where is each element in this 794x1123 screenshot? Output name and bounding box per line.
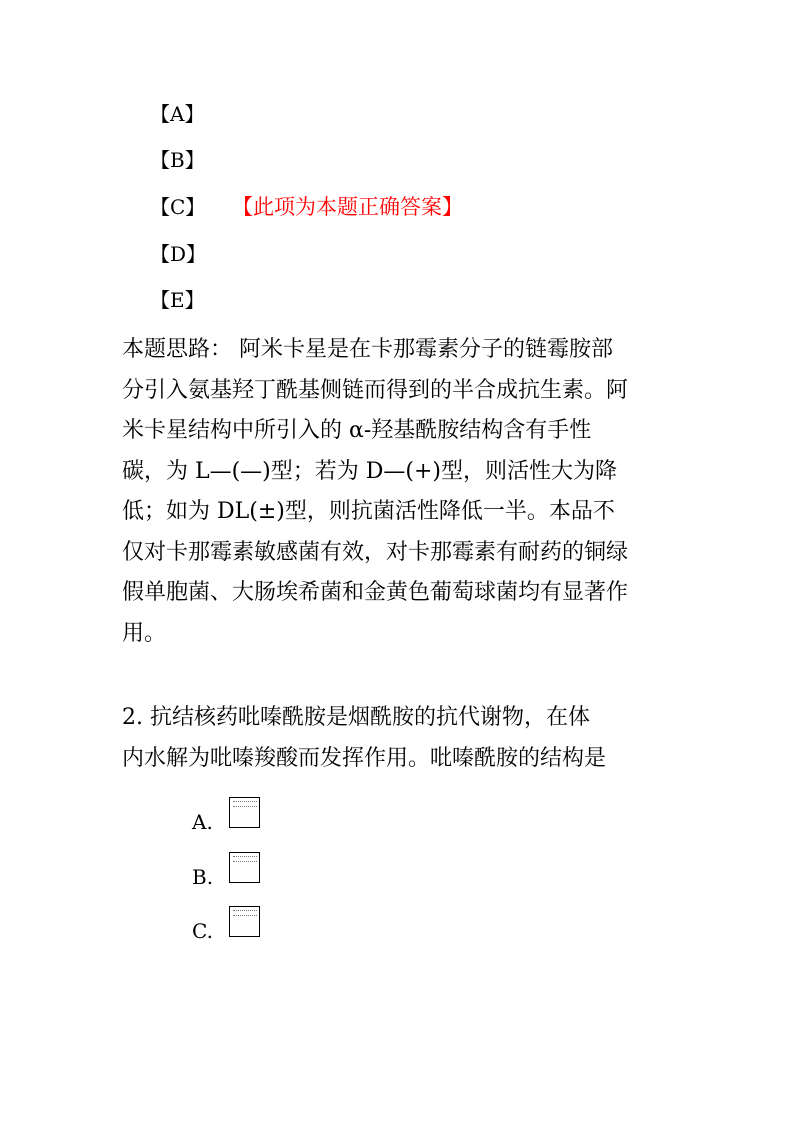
explanation-line: 分引入氨基羟丁酰基侧链而得到的半合成抗生素。阿: [122, 377, 629, 403]
structure-image-a[interactable]: [229, 797, 260, 828]
explanation-line: 仅对卡那霉素敏感菌有效，对卡那霉素有耐药的铜绿: [122, 539, 629, 565]
explanation-line: 米卡星结构中所引入的 α-羟基酰胺结构含有手性: [122, 418, 592, 443]
correct-answer-note: 【此项为本题正确答案】: [232, 195, 463, 219]
choice-a-label[interactable]: A.: [192, 810, 213, 834]
explanation-line: 用。: [122, 620, 167, 646]
structure-image-c[interactable]: [229, 906, 260, 937]
option-d[interactable]: 【D】: [150, 242, 207, 266]
option-c[interactable]: 【C】: [150, 195, 206, 219]
choice-b-label[interactable]: B.: [192, 865, 214, 889]
option-b[interactable]: 【B】: [150, 148, 205, 172]
question-line: 内水解为吡嗪羧酸而发挥作用。吡嗪酰胺的结构是: [122, 745, 607, 771]
explanation-line: 假单胞菌、大肠埃希菌和金黄色葡萄球菌均有显著作: [122, 580, 629, 605]
structure-image-b[interactable]: [229, 852, 260, 883]
option-e[interactable]: 【E】: [150, 288, 205, 312]
question-2-stem: [122, 698, 682, 779]
option-a[interactable]: 【A】: [150, 102, 205, 126]
explanation-paragraph: [122, 330, 682, 654]
choice-c-label[interactable]: C.: [192, 919, 213, 943]
question-line: 2. 抗结核药吡嗪酰胺是烟酰胺的抗代谢物，在体: [122, 705, 590, 730]
explanation-line: 本题思路： 阿米卡星是在卡那霉素分子的链霉胺部: [122, 337, 613, 362]
explanation-line: 低；如为 DL(±)型，则抗菌活性降低一半。本品不: [122, 499, 615, 524]
explanation-line: 碳，为 L—(—)型；若为 D—(+)型，则活性大为降: [122, 458, 618, 484]
